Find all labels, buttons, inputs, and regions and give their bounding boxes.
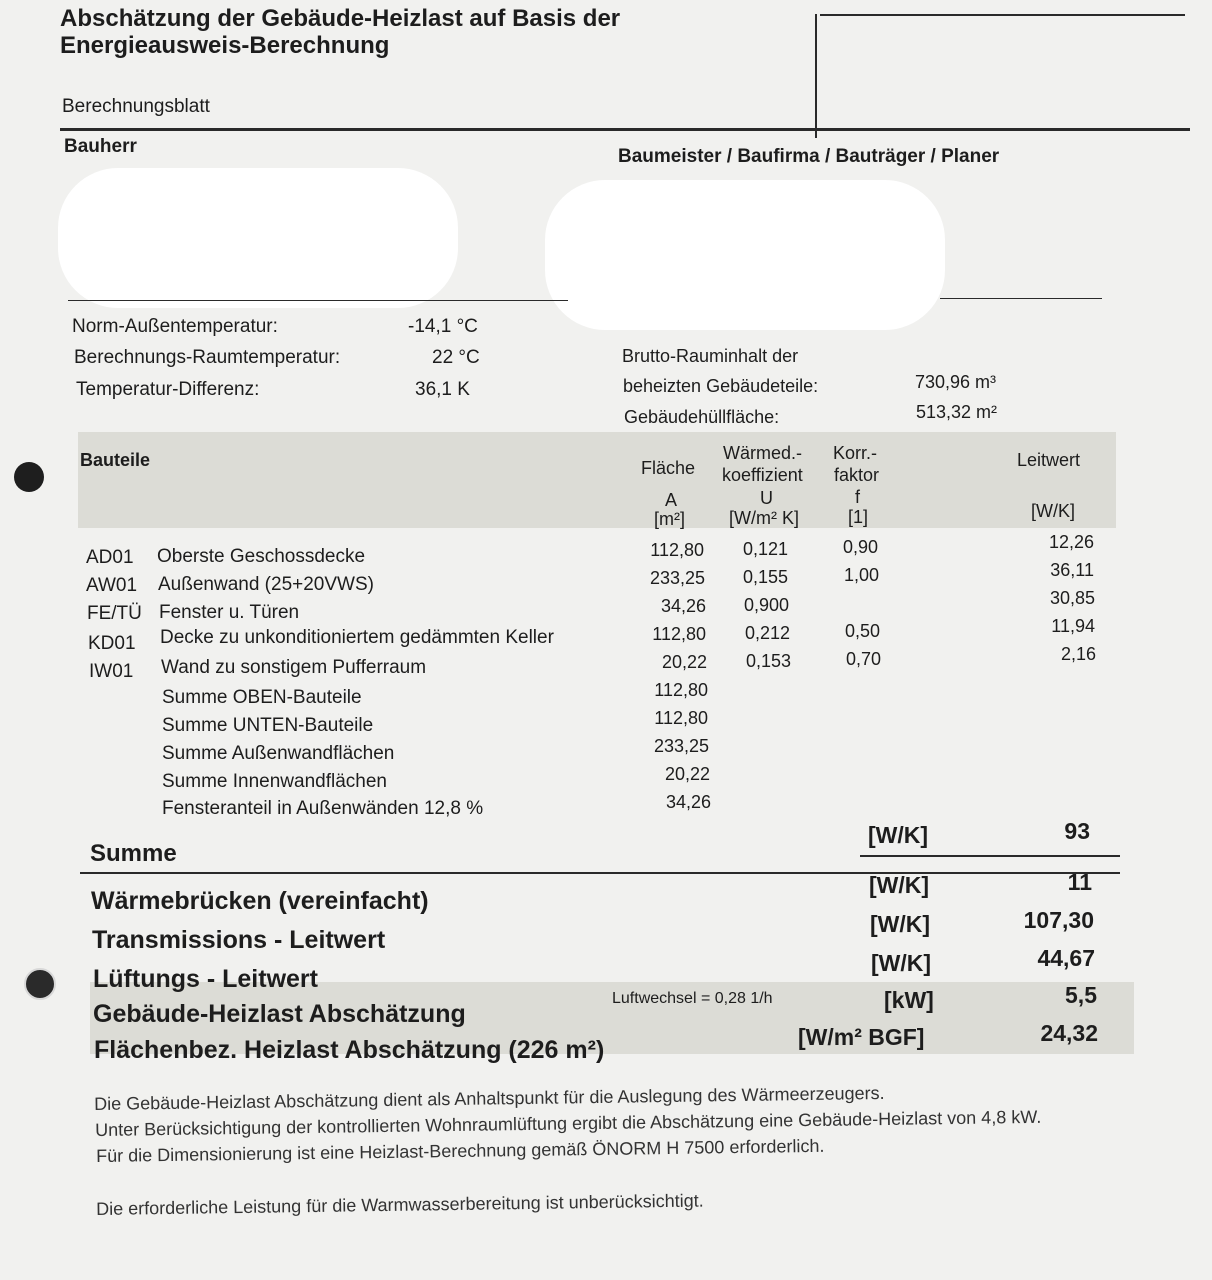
- redacted-client-info: [58, 168, 458, 308]
- builder-label: Baumeister / Baufirma / Bauträger / Planer: [618, 146, 1000, 167]
- volume-value: 730,96 m³: [915, 372, 997, 392]
- row-code: KD01: [88, 633, 136, 654]
- row-name: Oberste Geschossdecke: [157, 546, 366, 567]
- row-u: 0,900: [744, 595, 790, 615]
- table-header-band: [78, 432, 1116, 528]
- row-code: FE/TÜ: [87, 603, 142, 624]
- col-header-f-symbol: f: [855, 487, 861, 507]
- note-line-2: Unter Berücksichtigung der kontrollierten Wohnraumlüftung ergibt die Abschätzung eine Gebäude-Heizlast von 4,8 kW.: [95, 1106, 1042, 1140]
- row-name: Wand zu sonstigem Pufferraum: [161, 657, 427, 678]
- room-temp-label: Berechnungs-Raumtemperatur:: [74, 347, 341, 368]
- outdoor-temp-label: Norm-Außentemperatur:: [72, 316, 278, 337]
- sum-name: Summe UNTEN-Bauteile: [162, 715, 374, 736]
- flaechen-heizlast-label: Flächenbez. Heizlast Abschätzung (226 m²): [94, 1036, 605, 1064]
- col-header-u-unit: [W/m² K]: [729, 508, 799, 528]
- note-line-3: Für die Dimensionierung ist eine Heizlast-Berechnung gemäß ÖNORM H 7500 erforderlich.: [96, 1135, 825, 1166]
- col-header-u-line1: Wärmed.-: [723, 443, 803, 463]
- row-u: 0,212: [745, 623, 791, 643]
- col-header-leitwert: Leitwert: [1017, 450, 1081, 470]
- note-line-4: Die erforderliche Leistung für die Warmwasserbereitung ist unberücksichtigt.: [96, 1190, 704, 1219]
- sum-area: 112,80: [654, 708, 708, 728]
- room-temp-value: 22 °C: [432, 347, 480, 368]
- sum-area: 112,80: [654, 680, 708, 700]
- lueftung-label: Lüftungs - Leitwert: [93, 965, 318, 993]
- summe-value: 93: [1064, 818, 1090, 844]
- row-leitwert: 12,26: [1048, 532, 1094, 552]
- volume-label-2: beheizten Gebäudeteile:: [623, 376, 819, 396]
- lueftung-unit: [W/K]: [871, 950, 932, 976]
- subtitle: Berechnungsblatt: [62, 96, 210, 117]
- sum-name: Summe Innenwandflächen: [162, 771, 387, 792]
- envelope-value: 513,32 m²: [916, 402, 998, 422]
- outdoor-temp-value: -14,1 °C: [408, 316, 478, 337]
- col-header-f-line2: faktor: [834, 465, 880, 485]
- transmission-label: Transmissions - Leitwert: [92, 926, 386, 954]
- row-u: 0,121: [743, 539, 789, 559]
- volume-label-1: Brutto-Rauminhalt der: [622, 346, 799, 366]
- sum-name: Fensteranteil in Außenwänden 12,8 %: [162, 798, 484, 819]
- sum-area: 233,25: [653, 736, 709, 756]
- row-f: 1,00: [844, 565, 880, 585]
- sum-name: Summe OBEN-Bauteile: [162, 687, 362, 708]
- row-area: 112,80: [652, 624, 706, 644]
- document-title: [60, 5, 620, 59]
- row-code: AD01: [86, 547, 134, 568]
- heizlast-value: 5,5: [1065, 982, 1097, 1008]
- info-rule-right: [940, 298, 1102, 299]
- punch-hole-top: [14, 462, 44, 492]
- row-area: 233,25: [649, 568, 705, 588]
- row-f: 0,50: [845, 621, 881, 641]
- summe-label: Summe: [90, 840, 177, 867]
- col-header-leitwert-unit: [W/K]: [1031, 501, 1075, 521]
- waermebruecken-value: 11: [1067, 869, 1092, 895]
- row-u: 0,155: [743, 567, 789, 587]
- note-line-1: Die Gebäude-Heizlast Abschätzung dient als Anhaltspunkt für die Auslegung des Wärmeerzeugers.: [94, 1082, 885, 1114]
- redacted-builder-info: [545, 180, 945, 330]
- col-header-u-line2: koeffizient: [722, 465, 803, 485]
- col-header-f-unit: [1]: [848, 507, 869, 527]
- row-u: 0,153: [746, 651, 792, 671]
- row-name: Fenster u. Türen: [159, 602, 300, 623]
- header-bottom-rule: [60, 128, 1190, 131]
- row-leitwert: 2,16: [1060, 644, 1096, 664]
- col-header-flaeche-unit: [m²]: [654, 509, 685, 529]
- col-header-flaeche: Fläche: [641, 458, 696, 478]
- title-line-1: Abschätzung der Gebäude-Heizlast auf Basis der: [60, 5, 621, 32]
- row-area: 112,80: [650, 540, 704, 560]
- heizlast-unit: [kW]: [884, 987, 934, 1013]
- sum-name: Summe Außenwandflächen: [162, 743, 395, 764]
- waermebruecken-label: Wärmebrücken (vereinfacht): [91, 887, 429, 915]
- luftwechsel-note: Luftwechsel = 0,28 1/h: [612, 990, 773, 1007]
- temp-diff-value: 36,1 K: [415, 379, 470, 400]
- row-area: 34,26: [660, 596, 706, 616]
- lueftung-value: 44,67: [1037, 945, 1095, 971]
- col-header-bauteile: Bauteile: [80, 450, 151, 470]
- row-f: 0,70: [846, 649, 882, 669]
- transmission-value: 107,30: [1023, 907, 1094, 933]
- client-label: Bauherr: [64, 136, 137, 157]
- row-leitwert: 11,94: [1051, 616, 1095, 636]
- punch-hole-bottom: [24, 968, 56, 1000]
- header-top-rule: [820, 14, 1185, 16]
- row-leitwert: 30,85: [1049, 588, 1095, 608]
- heizlast-label: Gebäude-Heizlast Abschätzung: [93, 1000, 466, 1028]
- row-code: IW01: [89, 661, 134, 682]
- waermebruecken-unit: [W/K]: [869, 872, 930, 898]
- temp-diff-label: Temperatur-Differenz:: [76, 379, 260, 400]
- sum-area: 34,26: [665, 792, 711, 812]
- transmission-unit: [W/K]: [870, 911, 931, 937]
- row-leitwert: 36,11: [1050, 560, 1094, 580]
- row-f: 0,90: [843, 537, 879, 557]
- row-code: AW01: [86, 575, 138, 596]
- summe-rule: [80, 872, 1120, 874]
- summe-rule-right: [860, 855, 1120, 857]
- col-header-u-symbol: U: [760, 488, 773, 508]
- row-area: 20,22: [661, 652, 707, 672]
- sum-area: 20,22: [664, 764, 710, 784]
- row-name: Decke zu unkonditioniertem gedämmten Keller: [160, 627, 554, 648]
- info-rule-left: [68, 300, 568, 301]
- col-header-flaeche-symbol: A: [665, 490, 678, 510]
- header-divider: [815, 14, 817, 138]
- flaechen-heizlast-unit: [W/m² BGF]: [798, 1024, 925, 1050]
- title-line-2: Energieausweis-Berechnung: [60, 32, 390, 59]
- row-name: Außenwand (25+20VWS): [158, 574, 374, 595]
- flaechen-heizlast-value: 24,32: [1040, 1020, 1098, 1046]
- col-header-f-line1: Korr.-: [833, 443, 878, 463]
- summe-unit: [W/K]: [868, 822, 929, 848]
- envelope-label: Gebäudehüllfläche:: [624, 407, 780, 427]
